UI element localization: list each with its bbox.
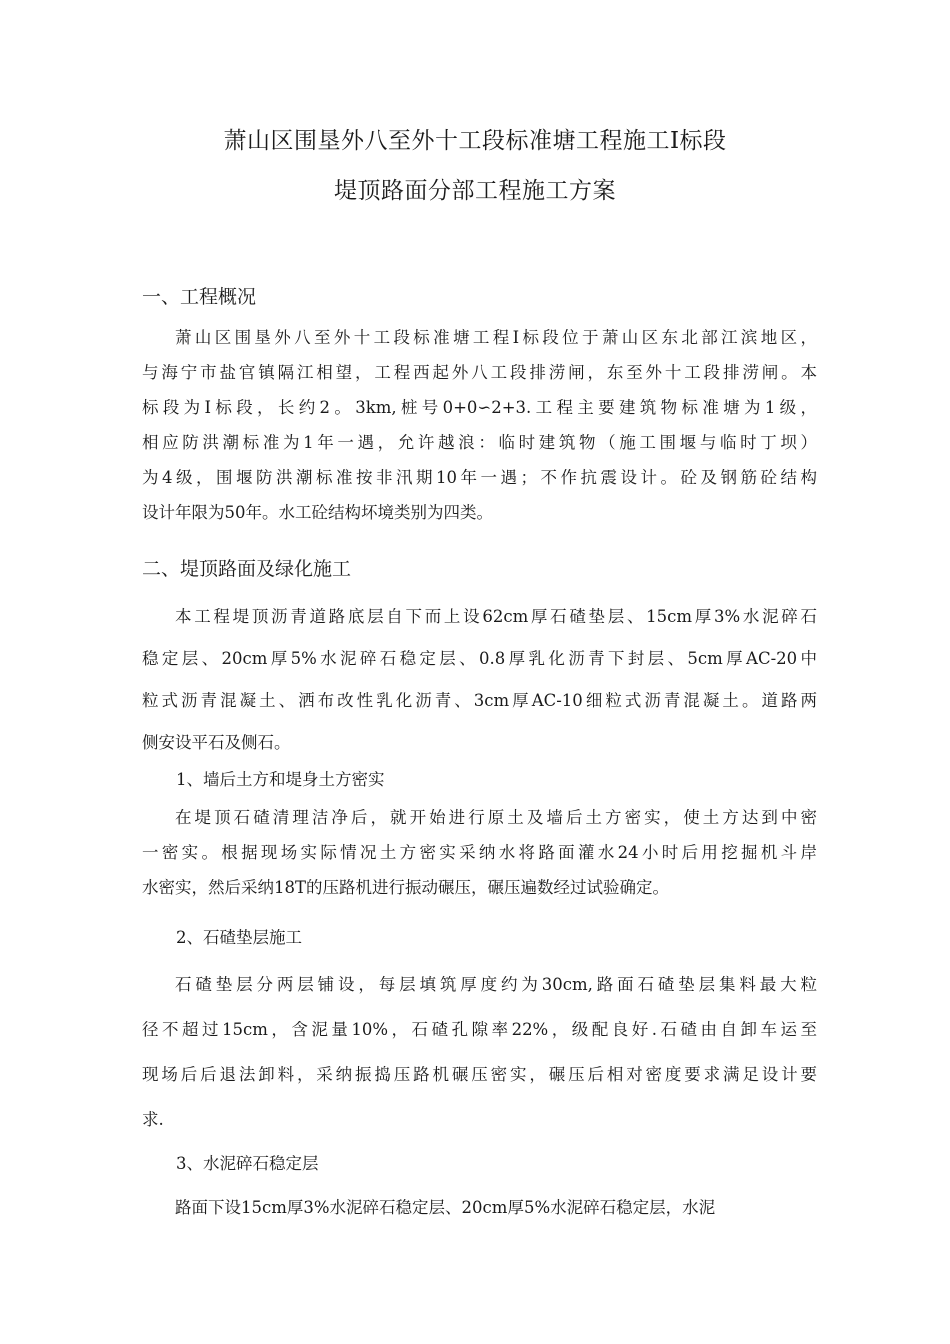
paragraph-line: 路面下设15cm厚3%水泥碎石稳定层、20cm厚5%水泥碎石稳定层，水泥 — [175, 1198, 716, 1217]
paragraph-line: 石碴垫层分两层铺设，每层填筑厚度约为30cm,路面石碴垫层集料最大粒 — [175, 975, 817, 994]
paragraph-line: 在堤顶石碴清理洁净后，就开始进行原土及墙后土方密实，使土方达到中密 — [175, 808, 817, 827]
document-title-line-1: 萧山区围垦外八至外十工段标准塘工程施工Ⅰ标段 — [223, 128, 727, 154]
paragraph-line: 标段为Ⅰ标段，长约2。3km,桩号0+0∽2+3.工程主要建筑物标准塘为1级， — [142, 398, 817, 417]
subsection-3-paragraph — [142, 1190, 817, 1225]
paragraph-line: 萧山区围垦外八至外十工段标准塘工程Ⅰ标段位于萧山区东北部江滨地区， — [175, 328, 817, 347]
document-title-line-2: 堤顶路面分部工程施工方案 — [334, 178, 616, 204]
paragraph-line: 一密实。根据现场实际情况土方密实采纳水将路面灌水24小时后用挖掘机斗岸 — [142, 843, 817, 862]
subsection-3-heading: 3、水泥碎石稳定层 — [176, 1154, 319, 1173]
paragraph-line: 与海宁市盐官镇隔江相望，工程西起外八工段排涝闸，东至外十工段排涝闸。本 — [142, 363, 817, 382]
paragraph-line: 本工程堤顶沥青道路底层自下而上设62cm厚石碴垫层、15cm厚3%水泥碎石 — [175, 607, 817, 626]
section-2-paragraph — [142, 596, 817, 764]
section-1-heading: 一、工程概况 — [142, 286, 257, 308]
section-2-heading: 二、堤顶路面及绿化施工 — [142, 558, 352, 580]
paragraph-line: 相应防洪潮标准为1年一遇，允许越浪：临时建筑物（施工围堰与临时丁坝） — [142, 433, 817, 452]
subsection-1-heading: 1、墙后土方和堤身土方密实 — [176, 770, 385, 789]
paragraph-line: 粒式沥青混凝土、洒布改性乳化沥青、3cm厚AC-10细粒式沥青混凝土。道路两 — [142, 691, 817, 710]
section-1-paragraph — [142, 320, 817, 530]
subsection-1-paragraph — [142, 800, 817, 905]
paragraph-line: 求. — [142, 1110, 164, 1129]
subsection-2-heading: 2、石碴垫层施工 — [176, 928, 302, 947]
subsection-2-paragraph — [142, 962, 817, 1142]
paragraph-line: 为4级，围堰防洪潮标准按非汛期10年一遇；不作抗震设计。砼及钢筋砼结构 — [142, 468, 817, 487]
paragraph-line: 设计年限为50年。水工砼结构坏境类别为四类。 — [142, 503, 493, 522]
paragraph-line: 稳定层、20cm厚5%水泥碎石稳定层、0.8厚乳化沥青下封层、5cm厚AC-20中 — [142, 649, 817, 668]
paragraph-line: 侧安设平石及侧石。 — [142, 733, 291, 752]
paragraph-line: 水密实，然后采纳18T的压路机进行振动碾压，碾压遍数经过试验确定。 — [142, 878, 670, 897]
paragraph-line: 径不超过15cm，含泥量10%，石碴孔隙率22%，级配良好.石碴由自卸车运至 — [142, 1020, 817, 1039]
paragraph-line: 现场后后退法卸料，采纳振捣压路机碾压密实，碾压后相对密度要求满足设计要 — [142, 1065, 817, 1084]
